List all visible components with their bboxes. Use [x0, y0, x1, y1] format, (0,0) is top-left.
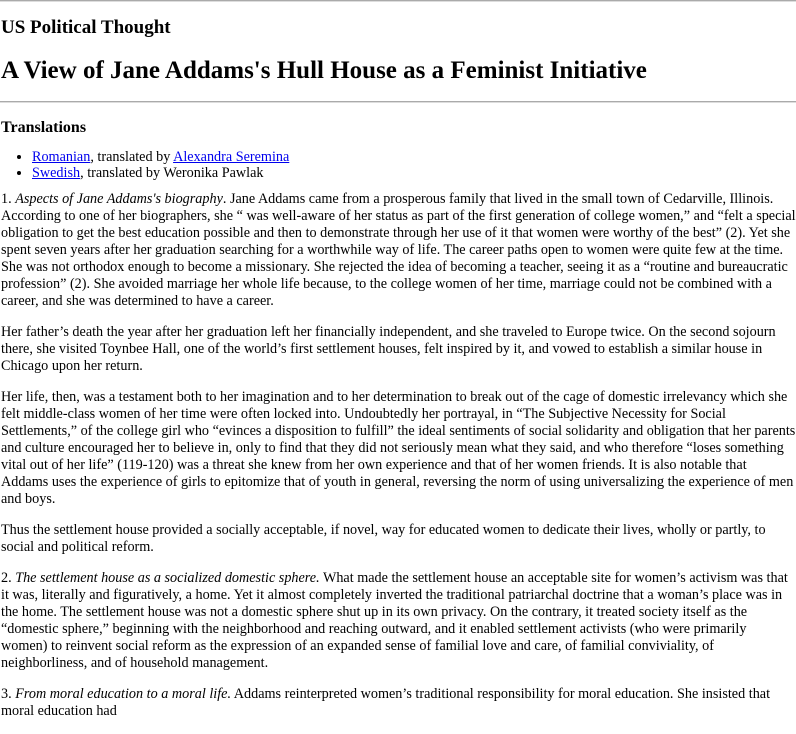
translations-heading: Translations: [1, 119, 87, 136]
translated-by: , translated by: [90, 149, 174, 165]
page-title: A View of Jane Addams's Hull House as a Feminist Initiative: [1, 57, 647, 84]
section-heading: From moral education to a moral life.: [15, 686, 232, 702]
paragraph: [1, 324, 796, 375]
swedish-link[interactable]: Swedish: [32, 165, 81, 181]
translated-by: , translated by Weronika Pawlak: [80, 165, 264, 181]
paragraph-text: Her father’s death the year after her graduation left her financially independent, and she traveled to Europe twice. On the second sojourn there, she visited Toynbee Hall, one of the world’s first settlement houses, felt inspired by it, and vowed to establish a similar house in Chicago upon her return.: [1, 324, 776, 374]
section-number: 2.: [1, 570, 16, 586]
translation-item-swedish: [32, 165, 289, 181]
romanian-link[interactable]: Romanian: [32, 149, 91, 165]
section-number: 3.: [1, 686, 16, 702]
paragraph: [1, 389, 796, 508]
paragraph-text: Addams reinterpreted women’s traditional responsibility for moral education. She insisted that moral education had: [1, 686, 771, 719]
paragraph: [1, 522, 796, 556]
paragraph-text: What made the settlement house an acceptable site for women’s activism was that it was, literally and figuratively, a home. Yet it almost completely inverted the traditional patriarchal doctrine that a woman’s place was in the home. The settlement house was not a domestic sphere shut up in its own privacy. On the contrary, it treated society itself as the “domestic sphere,” beginning with the neighborhood and reaching outward, and it enabled settlement activists (who were primarily women) to reinvent social reform as the expression of an expanded sense of familial love and care, of familial conviviality, of neighborliness, and of household management.: [1, 570, 788, 671]
section-heading: Aspects of Jane Addams's biography: [15, 191, 223, 207]
site-title: US Political Thought: [1, 17, 171, 38]
translations-list: [0, 149, 289, 181]
paragraph: [1, 686, 796, 720]
section-heading: The settlement house as a socialized domestic sphere.: [15, 570, 320, 586]
section-number: 1.: [1, 191, 16, 207]
paragraph-text: Her life, then, was a testament both to her imagination and to her determination to break out of the cage of domestic irrelevancy which she felt middle-class women of her time were often locked into. Undoubtedly her portrayal, in “The Subjective Necessity for Social Settlements,” of the college girl who “evinces a disposition to fulfill” the ideal sentiments of social solidarity and obligation that her parents and culture encouraged her to believe in, only to find that they did not seriously mean what they said, and who therefore “loses something vital out of her life” (119-120) was a threat she knew from her own experience and that of her women friends. It is also notable that Addams uses the experience of girls to epitomize that of youth in general, reversing the norm of using universalizing the experience of men and boys.: [1, 389, 796, 507]
translator-link[interactable]: Alexandra Seremina: [173, 149, 290, 165]
article-body: [1, 191, 796, 734]
paragraph-text: . Jane Addams came from a prosperous family that lived in the small town of Cedarville, Illinois. According to one of her biographers, she “ was well-aware of her status as part of the first generation of college women,” and “felt a special obligation to get the best education possible and then to demonstrate through her use of it that women were worthy of the best” (2). Yet she spent seven years after her graduation searching for a worthwhile way of life. The career paths open to women were quite few at the time. She was not orthodox enough to become a missionary. She rejected the idea of becoming a teacher, seeing it as a “routine and bureaucratic profession” (2). She avoided marriage her whole life because, to the college women of her time, marriage could not be combined with a career, and she was determined to have a career.: [1, 191, 796, 309]
paragraph-text: Thus the settlement house provided a socially acceptable, if novel, way for educated women to dedicate their lives, wholly or partly, to social and political reform.: [1, 522, 766, 555]
header-divider: [0, 101, 796, 103]
top-divider: [0, 0, 796, 2]
translation-item-romanian: [32, 149, 289, 165]
paragraph: [1, 191, 796, 310]
paragraph: [1, 570, 796, 672]
